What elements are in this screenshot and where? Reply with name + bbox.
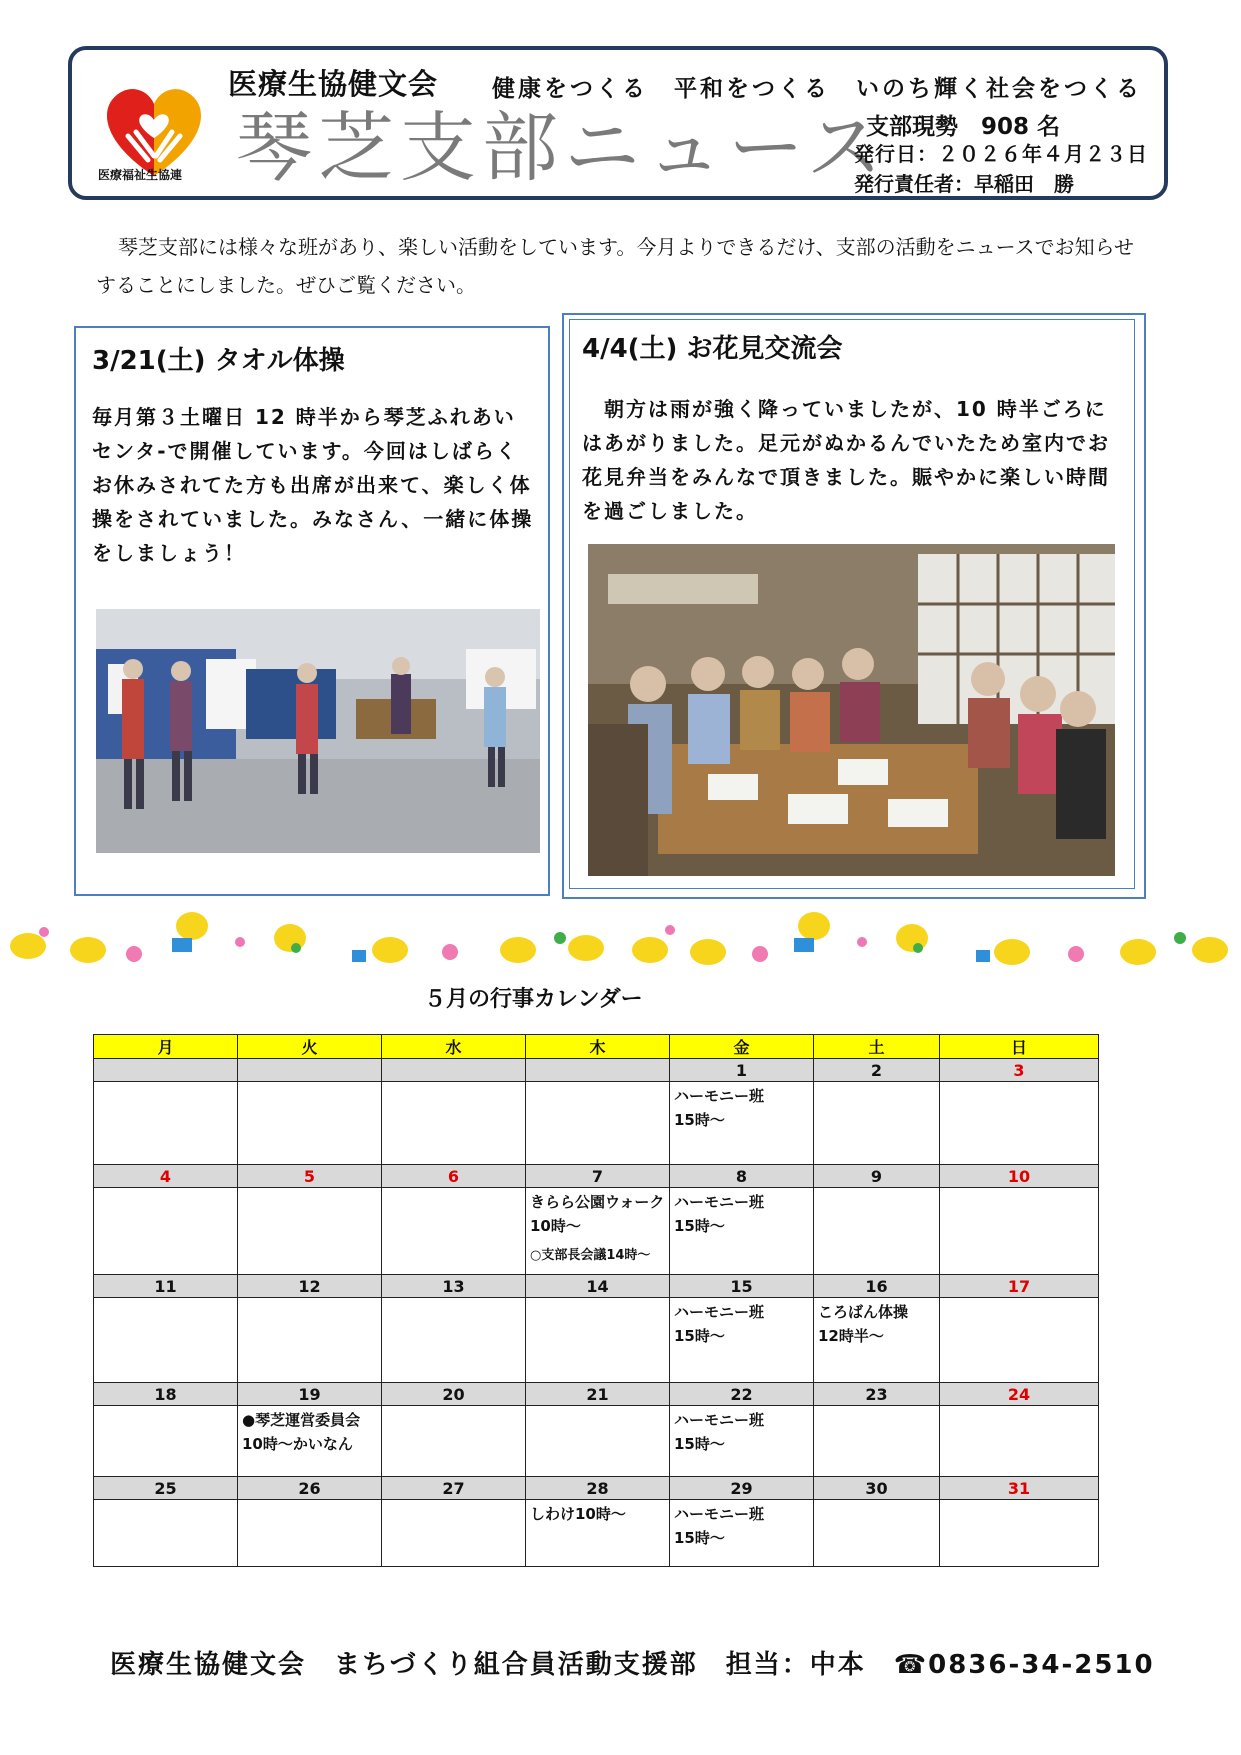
date-number: 1 [670, 1059, 814, 1082]
date-row [94, 1059, 1099, 1082]
weekday-header: 火 [238, 1035, 382, 1059]
event-text: ハーモニー班 15時～ [674, 1505, 765, 1547]
date-row [94, 1477, 1099, 1500]
decorative-border [0, 904, 1241, 974]
event-text: ころばん体操 12時半～ [818, 1303, 909, 1345]
date-number: 11 [94, 1275, 238, 1298]
editor: 発行責任者：早稲田 勝 [854, 172, 1074, 196]
event-cell [814, 1500, 940, 1567]
event-cell [238, 1298, 382, 1383]
event-cell [526, 1082, 670, 1165]
date-number: 19 [238, 1383, 382, 1406]
event-cell [94, 1406, 238, 1477]
flower-icon [126, 944, 1084, 962]
date-number: 31 [940, 1477, 1099, 1500]
event-cell [814, 1188, 940, 1275]
date-number: 15 [670, 1275, 814, 1298]
event-cell [670, 1500, 814, 1567]
org-name: 医療生協健文会 [228, 67, 439, 101]
date-number: 29 [670, 1477, 814, 1500]
date-number: 16 [814, 1275, 940, 1298]
article-title: 3/21(土) タオル体操 [92, 346, 345, 376]
event-text: ハーモニー班 15時～ [674, 1087, 765, 1129]
date-number [382, 1059, 526, 1082]
date-number: 9 [814, 1165, 940, 1188]
event-cell [526, 1500, 670, 1567]
event-cell [238, 1082, 382, 1165]
date-row [94, 1383, 1099, 1406]
calendar-body [94, 1059, 1099, 1567]
event-cell [814, 1298, 940, 1383]
weekday-header: 木 [526, 1035, 670, 1059]
pink-note-icon [39, 925, 867, 947]
article-title: 4/4(土) お花見交流会 [582, 334, 843, 364]
event-cell [940, 1500, 1099, 1567]
event-cell [670, 1298, 814, 1383]
event-text: ハーモニー班 15時～ [674, 1303, 765, 1345]
event-cell [94, 1500, 238, 1567]
event-cell [382, 1406, 526, 1477]
date-number [238, 1059, 382, 1082]
date-number: 4 [94, 1165, 238, 1188]
event-cell [526, 1188, 670, 1275]
event-text: ●琴芝運営委員会 10時～かいなん [242, 1411, 361, 1453]
event-row [94, 1082, 1099, 1165]
towel-exercise-photo [96, 609, 540, 853]
event-cell [940, 1082, 1099, 1165]
event-cell [94, 1188, 238, 1275]
date-number: 27 [382, 1477, 526, 1500]
event-cell [238, 1500, 382, 1567]
event-cell [670, 1082, 814, 1165]
slogan: 健康をつくる 平和をつくる いのち輝く社会をつくる [492, 76, 1142, 102]
leaf-icon [291, 932, 1186, 953]
event-cell [940, 1188, 1099, 1275]
event-cell [382, 1082, 526, 1165]
date-number: 12 [238, 1275, 382, 1298]
date-number: 22 [670, 1383, 814, 1406]
date-number [526, 1059, 670, 1082]
event-cell [670, 1188, 814, 1275]
event-cell [526, 1406, 670, 1477]
date-number: 2 [814, 1059, 940, 1082]
date-number: 23 [814, 1383, 940, 1406]
event-row [94, 1406, 1099, 1477]
event-row [94, 1188, 1099, 1275]
page-title: 琴芝支部ニュース [236, 103, 889, 192]
event-cell [526, 1298, 670, 1383]
event-text: しわけ10時～ [530, 1505, 626, 1523]
date-number: 25 [94, 1477, 238, 1500]
date-number: 17 [940, 1275, 1099, 1298]
event-cell [382, 1298, 526, 1383]
event-cell [94, 1082, 238, 1165]
date-number: 18 [94, 1383, 238, 1406]
event-text: きらら公園ウォーク10時～ [530, 1193, 665, 1235]
date-number: 24 [940, 1383, 1099, 1406]
article-body: 朝方は雨が強く降っていましたが、10 時半ごろにはあがりました。足元がぬかるんでいたため室内でお花見弁当をみんなで頂きました。賑やかに楽しい時間を過ごしました。 [582, 397, 1110, 523]
event-cell [670, 1406, 814, 1477]
date-number: 3 [940, 1059, 1099, 1082]
weekday-header: 水 [382, 1035, 526, 1059]
article-body: 毎月第３土曜日 12 時半から琴芝ふれあいセンタ-で開催しています。今回はしばらくお休みされてた方も出席が出来て、楽しく体操をされていました。みなさん、一緒に体操をしましょう！ [92, 405, 534, 565]
date-number: 20 [382, 1383, 526, 1406]
event-cell [814, 1406, 940, 1477]
date-number: 5 [238, 1165, 382, 1188]
event-text: ハーモニー班 15時～ [674, 1411, 765, 1453]
date-number [94, 1059, 238, 1082]
event-cell [238, 1188, 382, 1275]
event-text: ハーモニー班 15時～ [674, 1193, 765, 1235]
date-number: 6 [382, 1165, 526, 1188]
event-cell [94, 1298, 238, 1383]
issue-date: 発行日：２０２６年４月２３日 [854, 142, 1148, 166]
weekday-header: 金 [670, 1035, 814, 1059]
date-number: 10 [940, 1165, 1099, 1188]
event-extra-text: ○支部長会議14時～ [530, 1248, 651, 1263]
weekday-header-row [94, 1035, 1099, 1059]
calendar-title: ５月の行事カレンダー [424, 987, 643, 1012]
intro-text: 琴芝支部には様々な班があり、楽しい活動をしています。今月よりできるだけ、支部の活動をニュースでお知らせすることにしました。ぜひご覧ください。 [96, 235, 1134, 297]
date-number: 30 [814, 1477, 940, 1500]
date-row [94, 1165, 1099, 1188]
date-number: 21 [526, 1383, 670, 1406]
logo-caption: 医療福祉生協連 [98, 168, 183, 182]
date-number: 7 [526, 1165, 670, 1188]
date-row [94, 1275, 1099, 1298]
event-calendar [93, 1034, 1099, 1567]
member-count: 支部現勢 908 名 [866, 114, 1061, 140]
event-cell [940, 1298, 1099, 1383]
event-cell [940, 1406, 1099, 1477]
event-cell [238, 1406, 382, 1477]
weekday-header: 月 [94, 1035, 238, 1059]
event-row [94, 1298, 1099, 1383]
date-number: 8 [670, 1165, 814, 1188]
event-cell [382, 1500, 526, 1567]
weekday-header: 土 [814, 1035, 940, 1059]
event-cell [814, 1082, 940, 1165]
weekday-header: 日 [940, 1035, 1099, 1059]
footer-contact: 医療生協健文会 まちづくり組合員活動支援部 担当：中本 ☎0836-34-2510 [110, 1650, 1155, 1680]
date-number: 14 [526, 1275, 670, 1298]
date-number: 26 [238, 1477, 382, 1500]
hanami-party-photo [588, 544, 1115, 876]
event-row [94, 1500, 1099, 1567]
event-cell [382, 1188, 526, 1275]
chick-icon [10, 912, 1228, 965]
date-number: 13 [382, 1275, 526, 1298]
date-number: 28 [526, 1477, 670, 1500]
